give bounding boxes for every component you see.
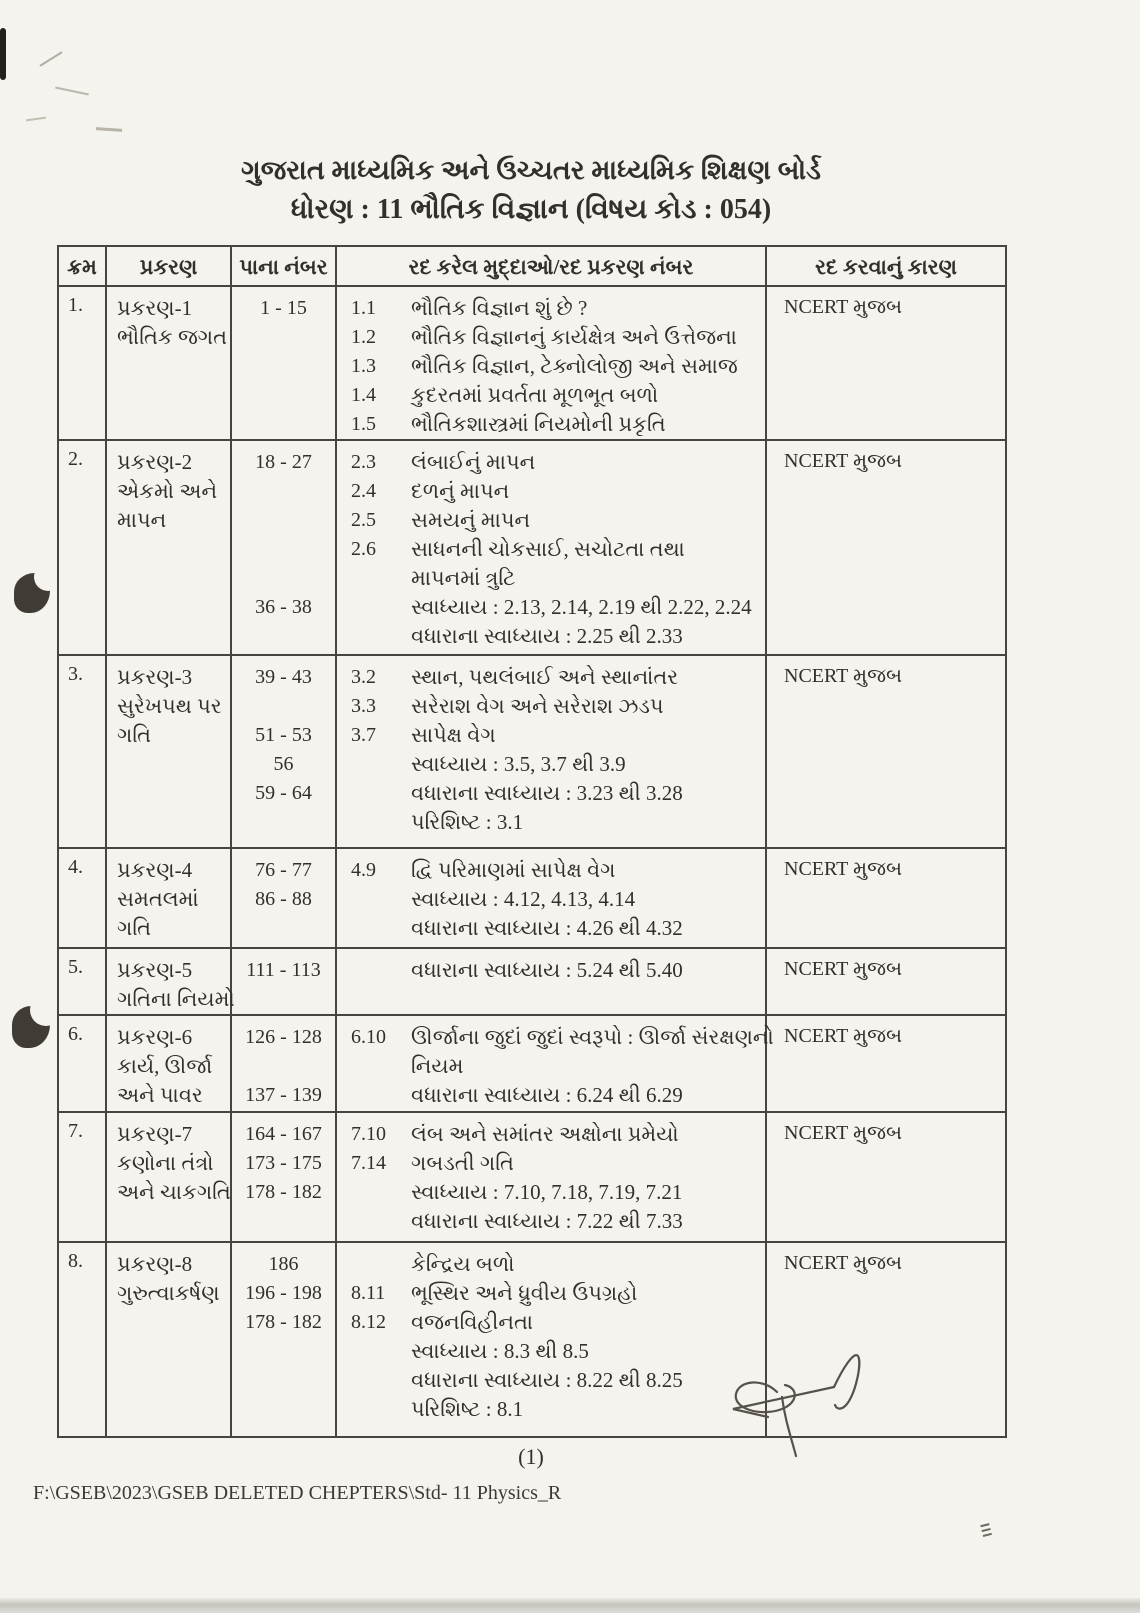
item-text: પરિશિષ્ટ : 8.1	[411, 1397, 524, 1421]
pages-cell	[231, 948, 336, 1015]
items-cell	[336, 440, 766, 655]
page-range: 1 - 15	[260, 297, 307, 319]
chapter-cell	[106, 655, 231, 848]
deleted-item-line	[337, 885, 765, 914]
scribble-artifact	[96, 127, 122, 132]
item-number	[337, 914, 411, 943]
deleted-item-line	[337, 564, 765, 593]
scribble-artifact	[26, 117, 46, 122]
table-row	[58, 1015, 1006, 1112]
scan-speck	[983, 1533, 992, 1537]
item-text: દળનું માપન	[411, 479, 510, 503]
page-range: 86 - 88	[255, 888, 312, 910]
serial-cell: 6.	[58, 1015, 106, 1112]
item-text: ભૌતિક વિજ્ઞાન શું છે ?	[411, 296, 588, 320]
chapter-line: ગતિ	[117, 723, 151, 747]
reason-cell: NCERT મુજબ	[766, 1242, 1006, 1437]
page-range: 51 - 53	[255, 724, 312, 746]
item-number: 2.4	[351, 480, 376, 502]
item-number	[337, 593, 411, 622]
page-range: 178 - 182	[245, 1311, 322, 1333]
item-number	[337, 1366, 411, 1395]
item-text: વધારાના સ્વાધ્યાય : 8.22 થી 8.25	[411, 1368, 683, 1392]
deleted-items-table-body	[58, 286, 1006, 1437]
deleted-item-line	[337, 1178, 765, 1207]
item-number: 3.3	[351, 695, 376, 717]
deleted-item-line	[337, 1081, 765, 1110]
board-name-title: ગુજરાત માધ્યમિક અને ઉચ્ચતર માધ્યમિક શિક્ષણ બોર્ડ	[241, 155, 821, 185]
item-text: વધારાના સ્વાધ્યાય : 2.25 થી 2.33	[411, 624, 683, 648]
chapter-cell	[106, 1112, 231, 1242]
item-text: સ્વાધ્યાય : 7.10, 7.18, 7.19, 7.21	[411, 1180, 683, 1204]
scan-speck	[980, 1523, 989, 1527]
chapter-cell	[106, 440, 231, 655]
item-number: 2.5	[351, 509, 376, 531]
chapter-line: પ્રકરણ-4	[117, 858, 193, 882]
chapter-line: સમતલમાં	[117, 887, 199, 911]
deleted-item-line	[337, 323, 765, 352]
reason-cell: NCERT મુજબ	[766, 1015, 1006, 1112]
chapter-line: પ્રકરણ-5	[117, 958, 193, 982]
chapter-line: પ્રકરણ-7	[117, 1122, 193, 1146]
item-text: ભૂસ્થિર અને ધ્રુવીય ઉપગ્રહો	[411, 1281, 638, 1305]
item-text: સમયનું માપન	[411, 508, 531, 532]
items-cell	[336, 848, 766, 948]
page-range: 173 - 175	[245, 1152, 322, 1174]
deleted-item-line	[337, 477, 765, 506]
deleted-item-line	[337, 352, 765, 381]
deleted-item-line	[337, 294, 765, 323]
pages-cell	[231, 286, 336, 440]
deleted-chapters-table	[57, 245, 1007, 1438]
deleted-item-line	[337, 1395, 765, 1424]
chapter-line: ગતિ	[117, 916, 151, 940]
item-text: સાપેક્ષ વેગ	[411, 723, 496, 747]
deleted-item-line	[337, 535, 765, 564]
table-row	[58, 286, 1006, 440]
item-number: 1.5	[351, 413, 376, 435]
item-text: લંબ અને સમાંતર અક્ષોના પ્રમેયો	[411, 1122, 679, 1146]
item-text: વધારાના સ્વાધ્યાય : 4.26 થી 4.32	[411, 916, 683, 940]
item-text: વધારાના સ્વાધ્યાય : 6.24 થી 6.29	[411, 1083, 683, 1107]
page-range: 111 - 113	[246, 959, 321, 981]
deleted-item-line	[337, 1207, 765, 1236]
item-text: વધારાના સ્વાધ્યાય : 7.22 થી 7.33	[411, 1209, 683, 1233]
deleted-item-line	[337, 750, 765, 779]
item-number: 2.3	[351, 451, 376, 473]
items-cell	[336, 286, 766, 440]
item-number	[337, 1052, 411, 1081]
header-row	[58, 246, 1006, 286]
item-number	[337, 1207, 411, 1236]
item-number: 2.6	[351, 538, 376, 560]
item-text: ઊર્જાના જુદાં જુદાં સ્વરૂપો : ઊર્જા સંરક્ષણનો	[411, 1025, 774, 1049]
pages-cell	[231, 848, 336, 948]
header-pages: પાના નંબર	[231, 246, 336, 286]
chapter-line: ગતિના નિયમો	[117, 987, 235, 1011]
item-number	[337, 808, 411, 837]
deleted-item-line	[337, 856, 765, 885]
serial-cell: 1.	[58, 286, 106, 440]
item-text: ગબડતી ગતિ	[411, 1151, 514, 1175]
item-text: ભૌતિક વિજ્ઞાનનું કાર્યક્ષેત્ર અને ઉત્તેજના	[411, 325, 737, 349]
deleted-item-line	[337, 692, 765, 721]
chapter-line: ગુરુત્વાકર્ષણ	[117, 1281, 220, 1305]
chapter-line: અને પાવર	[117, 1083, 203, 1107]
page-range: 196 - 198	[245, 1282, 322, 1304]
chapter-line: એકમો અને	[117, 479, 218, 503]
reason-cell: NCERT મુજબ	[766, 440, 1006, 655]
item-number	[337, 1395, 411, 1424]
deleted-item-line	[337, 506, 765, 535]
item-number: 6.10	[351, 1026, 386, 1048]
deleted-item-line	[337, 410, 765, 439]
item-number: 8.11	[351, 1282, 386, 1304]
chapter-line: કાર્ય, ઊર્જા	[117, 1054, 213, 1078]
page-range: 18 - 27	[255, 451, 312, 473]
deleted-item-line	[337, 1120, 765, 1149]
item-number	[337, 956, 411, 985]
item-number	[337, 750, 411, 779]
header-serial: ક્રમ	[58, 246, 106, 286]
item-text: વધારાના સ્વાધ્યાય : 3.23 થી 3.28	[411, 781, 683, 805]
item-number	[337, 1337, 411, 1366]
page-range: 39 - 43	[255, 666, 312, 688]
header-chapter: પ્રકરણ	[106, 246, 231, 286]
page-range: 164 - 167	[245, 1123, 322, 1145]
item-number: 1.4	[351, 384, 376, 406]
item-number: 1.2	[351, 326, 376, 348]
deleted-item-line	[337, 1023, 774, 1052]
chapter-line: પ્રકરણ-6	[117, 1025, 193, 1049]
reason-cell: NCERT મુજબ	[766, 286, 1006, 440]
deleted-item-line	[337, 779, 765, 808]
pages-cell	[231, 440, 336, 655]
deleted-item-line	[337, 1279, 765, 1308]
items-cell	[336, 1112, 766, 1242]
pen-mark-artifact	[0, 28, 6, 80]
chapter-line: પ્રકરણ-3	[117, 665, 193, 689]
chapter-cell	[106, 1015, 231, 1112]
chapter-line: માપન	[117, 508, 167, 532]
page-range	[232, 564, 335, 593]
item-number	[337, 1081, 411, 1110]
item-number: 7.10	[351, 1123, 386, 1145]
chapter-line: કણોના તંત્રો	[117, 1151, 214, 1175]
chapter-cell	[106, 848, 231, 948]
file-path-footer: F:\GSEB\2023\GSEB DELETED CHEPTERS\Std- 11 Physics_R	[33, 1482, 562, 1504]
page-range	[232, 477, 335, 506]
scan-speck-group	[980, 1523, 992, 1540]
reason-cell: NCERT મુજબ	[766, 948, 1006, 1015]
item-number: 7.14	[351, 1152, 386, 1174]
reason-cell: NCERT મુજબ	[766, 1112, 1006, 1242]
item-text: માપનમાં ત્રુટિ	[411, 566, 516, 590]
item-text: કુદરતમાં પ્રવર્તતા મૂળભૂત બળો	[411, 383, 659, 407]
item-text: સ્વાધ્યાય : 2.13, 2.14, 2.19 થી 2.22, 2.24	[411, 595, 752, 619]
item-number	[337, 779, 411, 808]
deleted-item-line	[337, 1366, 765, 1395]
item-text: વધારાના સ્વાધ્યાય : 5.24 થી 5.40	[411, 958, 683, 982]
chapter-line: ભૌતિક જગત	[117, 325, 228, 349]
document-title	[57, 150, 1005, 230]
table-row	[58, 948, 1006, 1015]
items-cell	[336, 655, 766, 848]
item-text: સ્વાધ્યાય : 8.3 થી 8.5	[411, 1339, 589, 1363]
item-number: 8.12	[351, 1311, 386, 1333]
item-number	[337, 564, 411, 593]
item-number: 3.2	[351, 666, 376, 688]
deleted-item-line	[337, 381, 765, 410]
deleted-item-line	[337, 1052, 765, 1081]
deleted-item-line	[337, 1337, 765, 1366]
chapter-line: પ્રકરણ-2	[117, 450, 193, 474]
chapter-cell	[106, 286, 231, 440]
standard-subject-title: ધોરણ : 11 ભૌતિક વિજ્ઞાન (વિષય કોડ : 054)	[290, 194, 772, 225]
pages-cell	[231, 1242, 336, 1437]
serial-cell: 3.	[58, 655, 106, 848]
pages-cell	[231, 655, 336, 848]
page-range: 56	[273, 753, 294, 775]
scan-bottom-edge	[0, 1598, 1140, 1613]
scan-speck	[982, 1528, 991, 1532]
deleted-item-line	[337, 956, 765, 985]
pages-cell	[231, 1112, 336, 1242]
reason-cell: NCERT મુજબ	[766, 848, 1006, 948]
header-reason: રદ કરવાનું કારણ	[766, 246, 1006, 286]
item-text: કેન્દ્રિય બળો	[411, 1252, 515, 1276]
table-row	[58, 848, 1006, 948]
serial-cell: 8.	[58, 1242, 106, 1437]
scribble-artifact	[39, 51, 62, 66]
chapter-cell	[106, 948, 235, 1015]
items-cell	[336, 1242, 766, 1437]
item-text: સ્વાધ્યાય : 4.12, 4.13, 4.14	[411, 887, 636, 911]
chapter-line: સુરેખપથ પર	[117, 694, 222, 718]
table-row	[58, 655, 1006, 848]
item-text: દ્વિ પરિમાણમાં સાપેક્ષ વેગ	[411, 858, 616, 882]
header-deleted-items: રદ કરેલ મુદ્દાઓ/રદ પ્રકરણ નંબર	[336, 246, 766, 286]
deleted-item-line	[337, 1250, 765, 1279]
chapter-line: પ્રકરણ-1	[117, 296, 193, 320]
deleted-item-line	[337, 593, 765, 622]
item-number	[337, 1178, 411, 1207]
table-row	[58, 440, 1006, 655]
page-range: 126 - 128	[245, 1026, 322, 1048]
deleted-item-line	[337, 622, 765, 651]
table-header	[58, 246, 1006, 286]
item-number	[337, 1250, 411, 1279]
item-number	[337, 622, 411, 651]
deleted-item-line	[337, 914, 765, 943]
page-range: 137 - 139	[245, 1084, 322, 1106]
deleted-item-line	[337, 448, 765, 477]
item-number: 1.1	[351, 297, 376, 319]
chapter-line: પ્રકરણ-8	[117, 1252, 193, 1276]
deleted-item-line	[337, 808, 765, 837]
page-range	[232, 506, 335, 535]
items-cell	[336, 1015, 774, 1112]
table-row	[58, 1112, 1006, 1242]
item-text: સાધનની ચોકસાઈ, સચોટતા તથા	[411, 537, 685, 561]
item-number: 3.7	[351, 724, 376, 746]
item-number: 1.3	[351, 355, 376, 377]
deleted-item-line	[337, 721, 765, 750]
scribble-artifact	[55, 86, 89, 95]
page-range: 186	[268, 1253, 299, 1275]
deleted-item-line	[337, 663, 765, 692]
serial-cell: 7.	[58, 1112, 106, 1242]
page-range	[232, 1052, 335, 1081]
item-number	[337, 885, 411, 914]
item-text: લંબાઈનું માપન	[411, 450, 536, 474]
chapter-line: અને ચાકગતિ	[117, 1180, 231, 1204]
item-text: સ્વાધ્યાય : 3.5, 3.7 થી 3.9	[411, 752, 626, 776]
item-number: 4.9	[351, 859, 376, 881]
deleted-item-line	[337, 1308, 765, 1337]
item-text: ભૌતિકશાસ્ત્રમાં નિયમોની પ્રકૃતિ	[411, 412, 666, 436]
items-cell	[336, 948, 766, 1015]
item-text: ભૌતિક વિજ્ઞાન, ટેક્નોલોજી અને સમાજ	[411, 354, 738, 378]
page-range: 36 - 38	[255, 596, 312, 618]
page-range: 59 - 64	[255, 782, 312, 804]
page-range: 178 - 182	[245, 1181, 322, 1203]
item-text: સરેરાશ વેગ અને સરેરાશ ઝડપ	[411, 694, 664, 718]
deleted-item-line	[337, 1149, 765, 1178]
item-text: નિયમ	[411, 1054, 464, 1078]
item-text: સ્થાન, પથલંબાઈ અને સ્થાનાંતર	[411, 665, 679, 689]
page-range	[232, 692, 335, 721]
reason-cell: NCERT મુજબ	[766, 655, 1006, 848]
item-text: પરિશિષ્ટ : 3.1	[411, 810, 524, 834]
chapter-cell	[106, 1242, 231, 1437]
serial-cell: 5.	[58, 948, 106, 1015]
page-range	[232, 535, 335, 564]
item-text: વજનવિહીનતા	[411, 1310, 534, 1334]
page-range: 76 - 77	[255, 859, 312, 881]
serial-cell: 4.	[58, 848, 106, 948]
page-number: (1)	[518, 1444, 544, 1469]
serial-cell: 2.	[58, 440, 106, 655]
pages-cell	[231, 1015, 336, 1112]
